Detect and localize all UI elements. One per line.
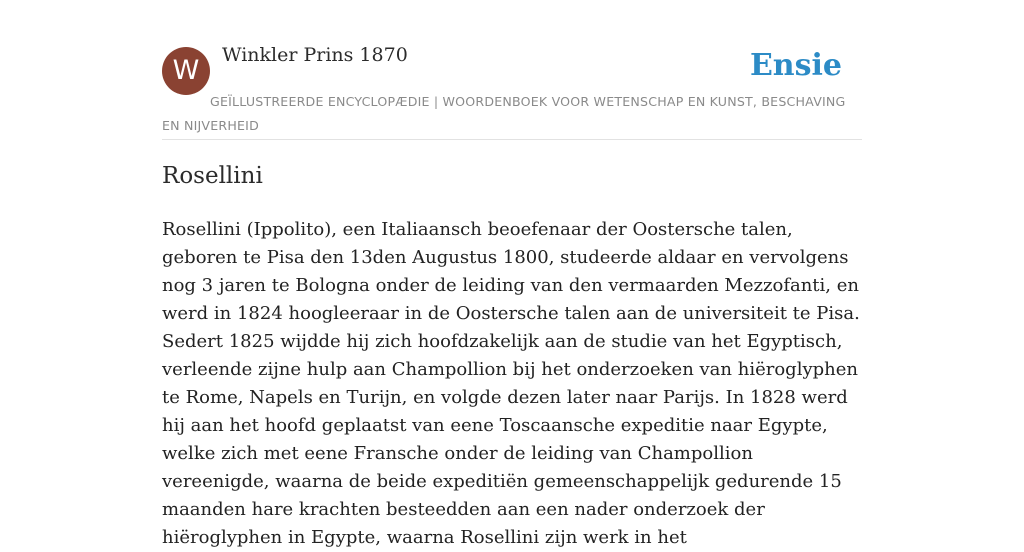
article-title: Rosellini	[162, 163, 263, 189]
header-divider	[162, 139, 862, 140]
source-subtitle: GEÏLLUSTREERDE ENCYCLOPÆDIE | WOORDENBOEK VOOR WETENSCHAP EN KUNST, BESCHAVING EN NIJVERHEID	[162, 94, 846, 133]
source-title[interactable]: Winkler Prins 1870	[222, 44, 408, 66]
source-avatar[interactable]: W	[162, 47, 210, 95]
ensie-logo[interactable]: Ensie	[749, 48, 842, 83]
article-body: Rosellini (Ippolito), een Italiaansch beoefenaar der Oostersche talen, geboren te Pisa den 13den Augustus 1800, studeerde aldaar en vervolgens nog 3 jaren te Bologna onder de leiding van den vermaarden Mezzofanti, en werd in 1824 hoogleeraar in de Oostersche talen aan de universiteit te Pisa. Sedert 1825 wijdde hij zich hoofdzakelijk aan de studie van het Egyptisch, verleende zijne hulp aan Champollion bij het onderzoeken van hiëroglyphen te Rome, Napels en Turijn, en volgde dezen later naar Parijs. In 1828 werd hij aan het hoofd geplaatst van eene Toscaansche expeditie naar Egypte, welke zich met eene Fransche onder de leiding van Champollion vereenigde, waarna de beide expeditiën gemeenschappelijk gedurende 15 maanden hare krachten besteedden aan een nader onderzoek der hiëroglyphen in Egypte, waarna Rosellini zijn werk in het	[162, 219, 860, 548]
